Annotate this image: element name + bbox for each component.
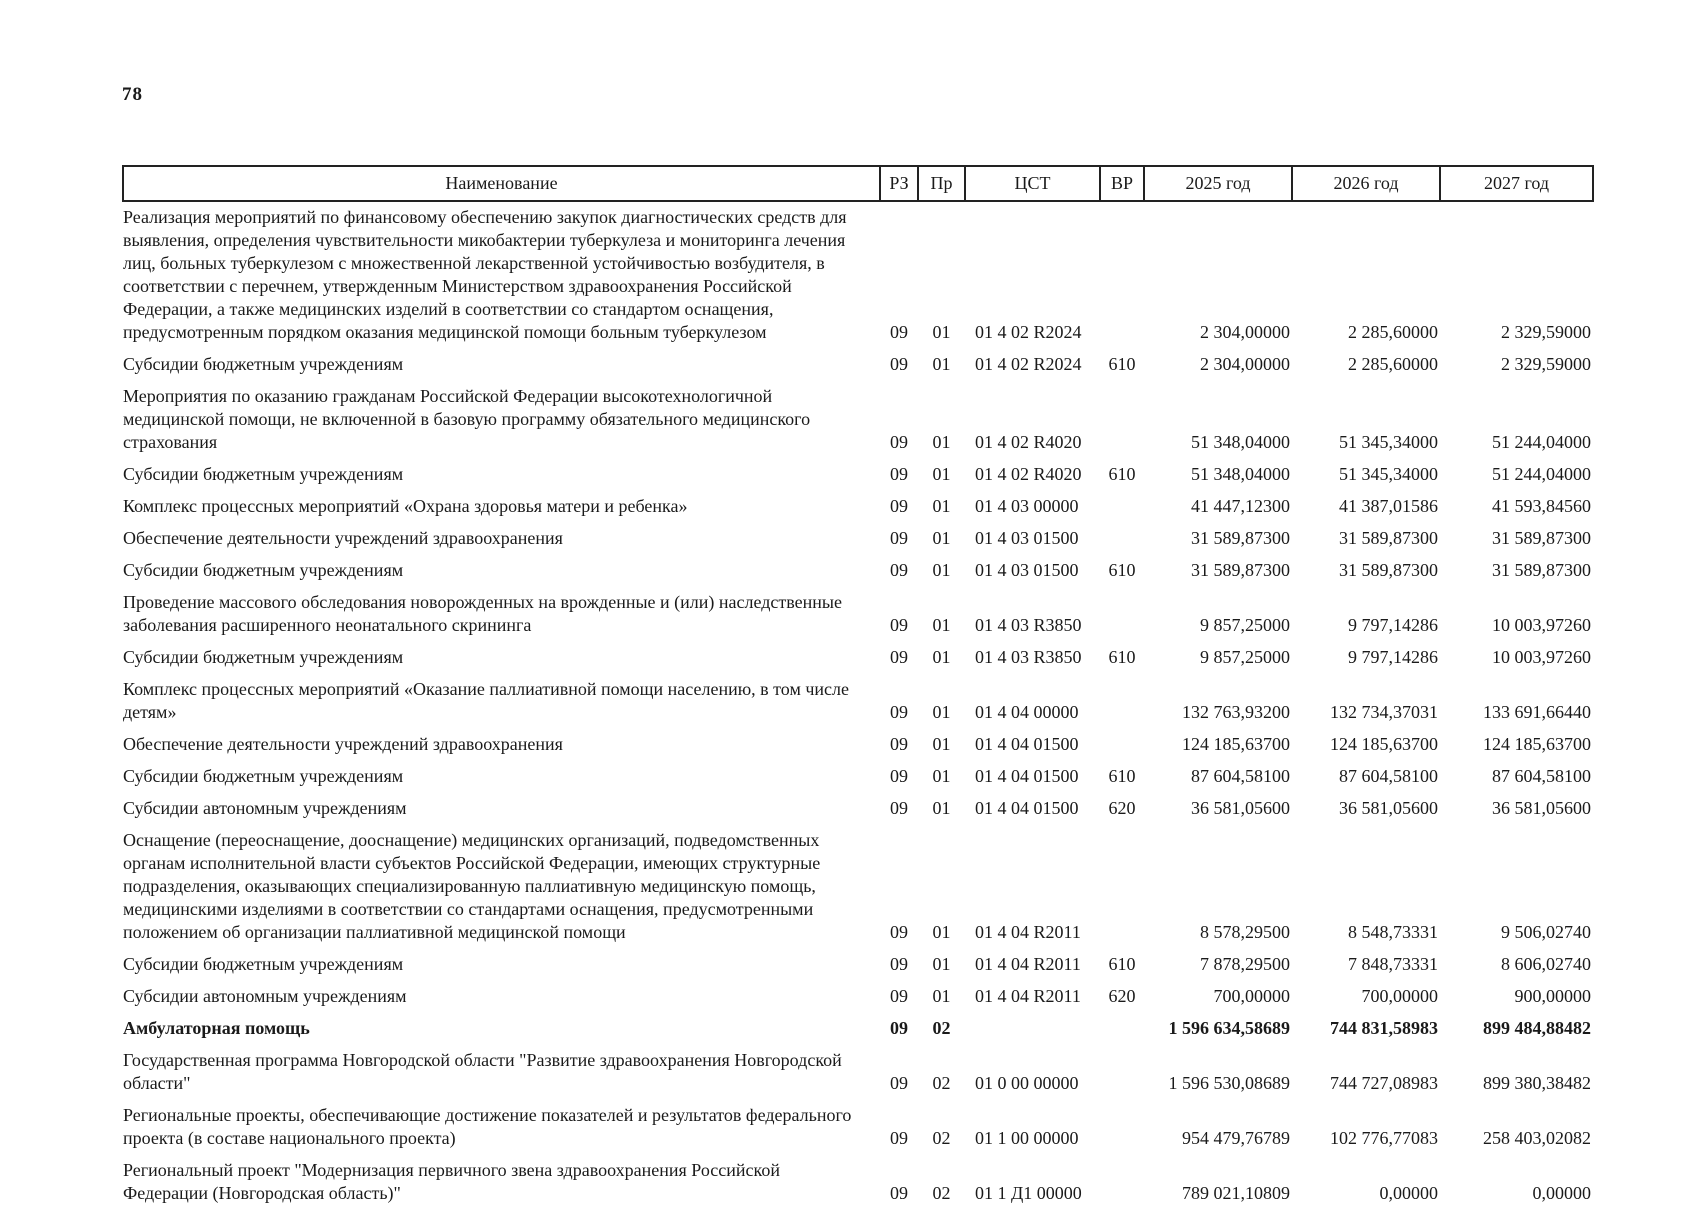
cell-pr: 02: [932, 1018, 951, 1038]
cell-pr: 01: [932, 615, 951, 635]
cell-cst: 01 4 03 00000: [975, 496, 1079, 516]
table-row: [123, 1013, 1593, 1045]
cell-vr: [1100, 491, 1144, 523]
cell-cst: 01 4 02 R2024: [975, 354, 1082, 374]
cell-pr: 01: [932, 464, 951, 484]
header-rz: РЗ: [880, 166, 918, 201]
table-row: [123, 793, 1593, 825]
cell-2026: 51 345,34000: [1339, 464, 1438, 484]
cell-pr: 02: [932, 1183, 951, 1203]
cell-cst: 01 4 04 R2011: [975, 954, 1081, 974]
cell-2027: 0,00000: [1532, 1183, 1591, 1203]
cell-2025: 31 589,87300: [1191, 560, 1290, 580]
header-cst: ЦСТ: [965, 166, 1100, 201]
cell-vr: 620: [1108, 798, 1136, 818]
table-row: [123, 491, 1593, 523]
cell-2027: 10 003,97260: [1492, 647, 1591, 667]
cell-2027: 10 003,97260: [1492, 615, 1591, 635]
table-row: [123, 555, 1593, 587]
header-2025: 2025 год: [1144, 166, 1292, 201]
cell-2025: 51 348,04000: [1191, 464, 1290, 484]
cell-2027: 9 506,02740: [1501, 922, 1591, 942]
cell-2027: 87 604,58100: [1492, 766, 1591, 786]
cell-cst: 01 1 00 00000: [975, 1128, 1079, 1148]
cell-name: Оснащение (переоснащение, дооснащение) медицинских организаций, подведомственных органам исполнительной власти субъектов Российской Федерации, имеющих структурные подразделения, оказывающих специализированную паллиативную медицинскую помощь, медицинскими изделиями в соответствии со стандартами оснащения, предусмотренными положением об организации паллиативной медицинской помощи: [123, 830, 821, 942]
cell-name: Региональные проекты, обеспечивающие достижение показателей и результатов федерального проекта (в составе национального проекта): [123, 1105, 852, 1148]
cell-name: Субсидии автономным учреждениям: [123, 798, 407, 818]
table-header-row: [123, 166, 1593, 201]
cell-pr: 01: [932, 528, 951, 548]
cell-name: Субсидии автономным учреждениям: [123, 986, 407, 1006]
table-row: [123, 381, 1593, 459]
table-row: [123, 729, 1593, 761]
cell-2026: 9 797,14286: [1348, 647, 1438, 667]
cell-2026: 36 581,05600: [1339, 798, 1438, 818]
cell-2026: 51 345,34000: [1339, 432, 1438, 452]
cell-rz: 09: [890, 798, 908, 818]
cell-pr: 01: [932, 798, 951, 818]
cell-vr: 610: [1108, 354, 1136, 374]
cell-rz: 09: [890, 1073, 908, 1093]
cell-2026: 2 285,60000: [1348, 354, 1438, 374]
table-row: [123, 587, 1593, 642]
cell-2025: 1 596 634,58689: [1168, 1018, 1290, 1038]
cell-vr: 610: [1108, 647, 1136, 667]
cell-2027: 8 606,02740: [1501, 954, 1591, 974]
cell-cst: 01 4 03 R3850: [975, 647, 1082, 667]
cell-name: Субсидии бюджетным учреждениям: [123, 354, 404, 374]
cell-2026: 7 848,73331: [1348, 954, 1438, 974]
cell-cst: 01 4 03 01500: [975, 528, 1079, 548]
cell-pr: 01: [932, 432, 951, 452]
cell-name: Государственная программа Новгородской области "Развитие здравоохранения Новгородской области": [123, 1050, 842, 1093]
cell-pr: 01: [932, 647, 951, 667]
table-row: [123, 349, 1593, 381]
cell-vr: [1100, 201, 1144, 349]
cell-rz: 09: [890, 1128, 908, 1148]
cell-name: Комплекс процессных мероприятий «Оказание паллиативной помощи населению, в том числе детям»: [123, 679, 849, 722]
cell-2025: 789 021,10809: [1182, 1183, 1290, 1203]
cell-2026: 41 387,01586: [1339, 496, 1438, 516]
cell-rz: 09: [890, 354, 908, 374]
cell-vr: 620: [1108, 986, 1136, 1006]
cell-vr: 610: [1108, 464, 1136, 484]
cell-2026: 31 589,87300: [1339, 560, 1438, 580]
cell-2025: 2 304,00000: [1200, 322, 1290, 342]
cell-vr: [1100, 1013, 1144, 1045]
cell-pr: 02: [932, 1128, 951, 1148]
cell-2026: 102 776,77083: [1330, 1128, 1438, 1148]
cell-2026: 132 734,37031: [1330, 702, 1438, 722]
table-row: [123, 642, 1593, 674]
cell-vr: [1100, 587, 1144, 642]
table-row: [123, 981, 1593, 1013]
cell-vr: [1100, 381, 1144, 459]
cell-name: Субсидии бюджетным учреждениям: [123, 766, 404, 786]
cell-vr: [1100, 674, 1144, 729]
cell-2026: 744 727,08983: [1330, 1073, 1438, 1093]
cell-2025: 36 581,05600: [1191, 798, 1290, 818]
table-row: [123, 674, 1593, 729]
cell-2025: 124 185,63700: [1182, 734, 1290, 754]
cell-rz: 09: [890, 986, 908, 1006]
cell-2025: 954 479,76789: [1182, 1128, 1290, 1148]
cell-pr: 01: [932, 734, 951, 754]
cell-pr: 01: [932, 766, 951, 786]
cell-2026: 0,00000: [1379, 1183, 1438, 1203]
cell-2025: 1 596 530,08689: [1168, 1073, 1290, 1093]
cell-2026: 744 831,58983: [1330, 1018, 1438, 1038]
cell-2025: 2 304,00000: [1200, 354, 1290, 374]
table-body: [123, 201, 1593, 1210]
header-name: Наименование: [123, 166, 880, 201]
cell-vr: 610: [1108, 560, 1136, 580]
cell-rz: 09: [890, 496, 908, 516]
cell-2026: 87 604,58100: [1339, 766, 1438, 786]
cell-2025: 51 348,04000: [1191, 432, 1290, 452]
cell-vr: [1100, 523, 1144, 555]
cell-vr: [1100, 729, 1144, 761]
table-row: [123, 201, 1593, 349]
table-row: [123, 761, 1593, 793]
cell-cst: 01 4 02 R4020: [975, 432, 1082, 452]
table-row: [123, 459, 1593, 491]
cell-cst: 01 0 00 00000: [975, 1073, 1079, 1093]
cell-cst: 01 4 04 R2011: [975, 986, 1081, 1006]
cell-cst: 01 4 04 01500: [975, 734, 1079, 754]
cell-2025: 9 857,25000: [1200, 615, 1290, 635]
cell-2027: 41 593,84560: [1492, 496, 1591, 516]
cell-pr: 01: [932, 922, 951, 942]
table-row: [123, 1155, 1593, 1210]
cell-2026: 2 285,60000: [1348, 322, 1438, 342]
header-vr: ВР: [1100, 166, 1144, 201]
cell-pr: 01: [932, 560, 951, 580]
cell-vr: 610: [1108, 766, 1136, 786]
cell-2025: 87 604,58100: [1191, 766, 1290, 786]
table-row: [123, 1100, 1593, 1155]
cell-rz: 09: [890, 734, 908, 754]
cell-2027: 2 329,59000: [1501, 354, 1591, 374]
cell-name: Субсидии бюджетным учреждениям: [123, 464, 404, 484]
cell-2025: 132 763,93200: [1182, 702, 1290, 722]
cell-pr: 01: [932, 496, 951, 516]
cell-vr: [1100, 1155, 1144, 1210]
cell-cst: 01 4 04 R2011: [975, 922, 1081, 942]
header-pr: Пр: [918, 166, 965, 201]
cell-name: Мероприятия по оказанию гражданам Российской Федерации высокотехнологичной медицинской помощи, не включенной в базовую программу обязательного медицинского страхования: [123, 386, 811, 452]
cell-name: Комплекс процессных мероприятий «Охрана здоровья матери и ребенка»: [123, 496, 688, 516]
cell-cst: [965, 1013, 1100, 1045]
cell-pr: 01: [932, 322, 951, 342]
cell-name: Субсидии бюджетным учреждениям: [123, 954, 404, 974]
cell-pr: 02: [932, 1073, 951, 1093]
cell-name: Региональный проект "Модернизация первичного звена здравоохранения Российской Федерации (Новгородская область)": [123, 1160, 780, 1203]
cell-rz: 09: [890, 954, 908, 974]
cell-cst: 01 4 03 01500: [975, 560, 1079, 580]
table-row: [123, 1045, 1593, 1100]
cell-name: Амбулаторная помощь: [123, 1018, 310, 1038]
cell-2026: 31 589,87300: [1339, 528, 1438, 548]
cell-rz: 09: [890, 560, 908, 580]
cell-rz: 09: [890, 766, 908, 786]
cell-2027: 31 589,87300: [1492, 560, 1591, 580]
page-number: 78: [122, 84, 143, 105]
cell-rz: 09: [890, 647, 908, 667]
cell-name: Обеспечение деятельности учреждений здравоохранения: [123, 734, 563, 754]
cell-cst: 01 1 Д1 00000: [975, 1183, 1082, 1203]
table-row: [123, 949, 1593, 981]
cell-2026: 9 797,14286: [1348, 615, 1438, 635]
cell-cst: 01 4 02 R4020: [975, 464, 1082, 484]
cell-vr: 610: [1108, 954, 1136, 974]
header-2027: 2027 год: [1440, 166, 1593, 201]
cell-rz: 09: [890, 432, 908, 452]
cell-cst: 01 4 02 R2024: [975, 322, 1082, 342]
cell-pr: 01: [932, 954, 951, 974]
cell-2025: 31 589,87300: [1191, 528, 1290, 548]
cell-2027: 900,00000: [1514, 986, 1591, 1006]
cell-cst: 01 4 03 R3850: [975, 615, 1082, 635]
cell-rz: 09: [890, 1183, 908, 1203]
cell-2025: 9 857,25000: [1200, 647, 1290, 667]
cell-2025: 7 878,29500: [1200, 954, 1290, 974]
table-row: [123, 523, 1593, 555]
table-row: [123, 825, 1593, 949]
cell-vr: [1100, 1100, 1144, 1155]
cell-vr: [1100, 1045, 1144, 1100]
cell-2027: 2 329,59000: [1501, 322, 1591, 342]
cell-2026: 124 185,63700: [1330, 734, 1438, 754]
cell-rz: 09: [890, 528, 908, 548]
cell-name: Проведение массового обследования новорожденных на врожденные и (или) наследственные заболевания расширенного неонатального скрининга: [123, 592, 842, 635]
cell-2026: 8 548,73331: [1348, 922, 1438, 942]
cell-name: Субсидии бюджетным учреждениям: [123, 647, 404, 667]
cell-2027: 36 581,05600: [1492, 798, 1591, 818]
cell-name: Реализация мероприятий по финансовому обеспечению закупок диагностических средств для выявления, определения чувствительности микобактерии туберкулеза и мониторинга лечения лиц, больных туберкулезом с множественной лекарственной устойчивостью возбудителя, в соответствии с перечнем, утвержденным Министерством здравоохранения Российской Федерации, а также медицинских изделий в соответствии со стандартом оснащения, предусмотренным порядком оказания медицинской помощи больным туберкулезом: [123, 207, 847, 342]
cell-name: Обеспечение деятельности учреждений здравоохранения: [123, 528, 563, 548]
header-2026: 2026 год: [1292, 166, 1440, 201]
cell-2025: 8 578,29500: [1200, 922, 1290, 942]
cell-pr: 01: [932, 354, 951, 374]
cell-2025: 41 447,12300: [1191, 496, 1290, 516]
cell-rz: 09: [890, 322, 908, 342]
cell-cst: 01 4 04 01500: [975, 766, 1079, 786]
cell-vr: [1100, 825, 1144, 949]
cell-rz: 09: [890, 464, 908, 484]
cell-cst: 01 4 04 00000: [975, 702, 1079, 722]
cell-pr: 01: [932, 986, 951, 1006]
cell-2026: 700,00000: [1361, 986, 1438, 1006]
cell-cst: 01 4 04 01500: [975, 798, 1079, 818]
cell-2027: 51 244,04000: [1492, 464, 1591, 484]
cell-rz: 09: [890, 1018, 908, 1038]
cell-2027: 258 403,02082: [1483, 1128, 1591, 1148]
cell-pr: 01: [932, 702, 951, 722]
cell-2027: 31 589,87300: [1492, 528, 1591, 548]
cell-2027: 51 244,04000: [1492, 432, 1591, 452]
cell-rz: 09: [890, 922, 908, 942]
cell-2027: 124 185,63700: [1483, 734, 1591, 754]
cell-2025: 700,00000: [1213, 986, 1290, 1006]
cell-name: Субсидии бюджетным учреждениям: [123, 560, 404, 580]
cell-rz: 09: [890, 615, 908, 635]
cell-2027: 899 380,38482: [1483, 1073, 1591, 1093]
cell-rz: 09: [890, 702, 908, 722]
budget-table: [122, 165, 1594, 1210]
cell-2027: 899 484,88482: [1483, 1018, 1591, 1038]
cell-2027: 133 691,66440: [1483, 702, 1591, 722]
